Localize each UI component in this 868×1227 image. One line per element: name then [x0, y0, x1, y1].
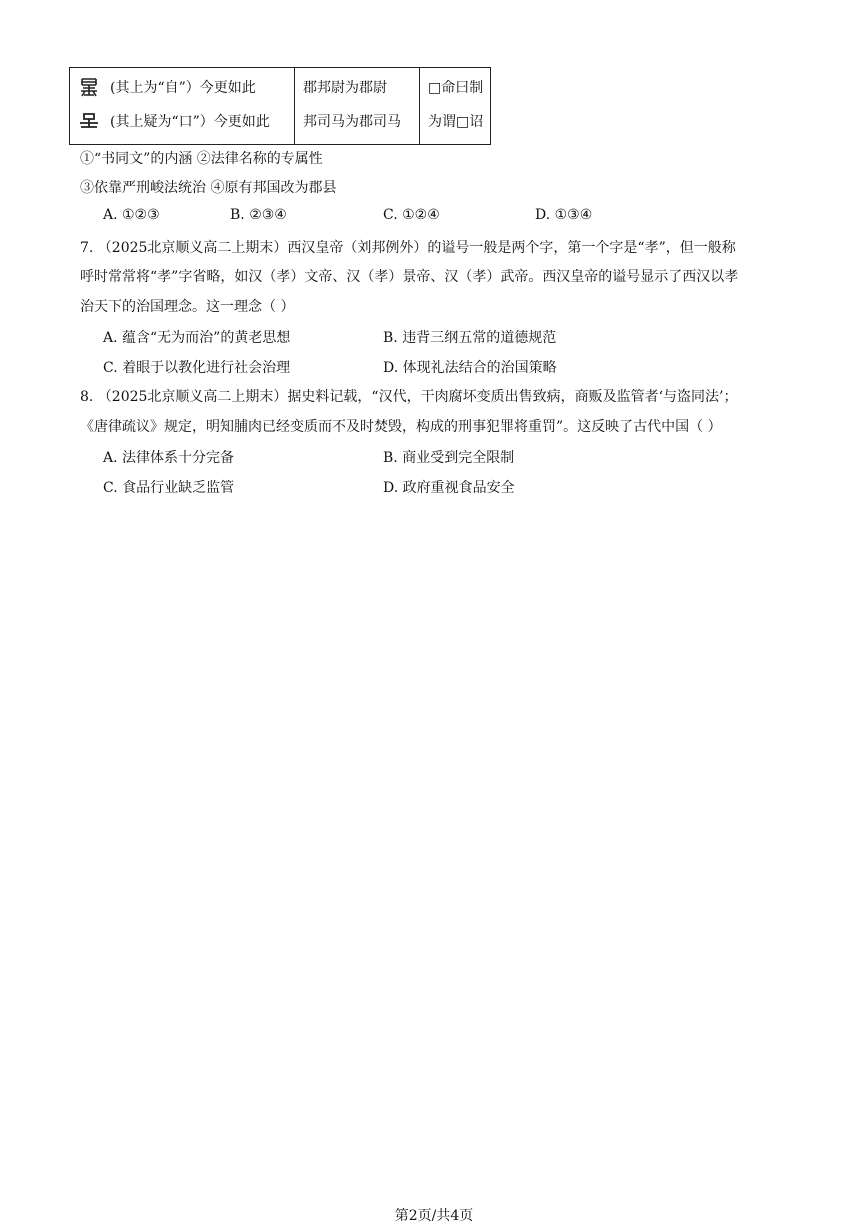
page-number: 第2页/共4页 [394, 1208, 474, 1224]
table-cell-old-new-glyphs [70, 68, 295, 145]
q6-statements-2: ③依靠严刑峻法统治 ④原有邦国改为郡县 [80, 180, 337, 196]
q6-statements-1: ①“书同文”的内涵 ②法律名称的专属性 [80, 151, 323, 167]
q7-stem-line-2: 呼时常常将“孝”字省略，如汉（孝）文帝、汉（孝）景帝、汉（孝）武帝。西汉皇帝的谥号显示了西汉以孝 [80, 269, 739, 285]
q6-option-a[interactable]: A. ①②③ [103, 207, 160, 223]
q8-stem-line-1: 8. （2025北京顺义高二上期末）据史料记载，“汉代，干肉腐坏变质出售致病，商贩及监管者‘与盗同法’； [80, 389, 738, 405]
q8-option-d[interactable]: D. 政府重视食品安全 [383, 480, 515, 496]
q7-option-a[interactable]: A. 蕴含“无为而治”的黄老思想 [103, 330, 291, 346]
q8-option-c[interactable]: C. 食品行业缺乏监管 [103, 480, 235, 496]
table-row-1 [70, 72, 294, 102]
table-text: □命曰制 [428, 80, 484, 96]
table-row-2 [70, 106, 294, 136]
glyph-note-2: (其上疑为“口”）今更如此 [110, 114, 270, 130]
q6-option-d[interactable]: D. ①③④ [535, 207, 593, 223]
seal-glyph-icon [78, 76, 100, 98]
q7-option-d[interactable]: D. 体现礼法结合的治国策略 [383, 360, 557, 376]
q7-stem-line-3: 治天下的治国理念。这一理念（ ） [80, 299, 295, 315]
table-cell-edicts [420, 68, 491, 145]
table-text: 郡邦尉为郡尉 [303, 80, 387, 96]
table-text: 邦司马为郡司马 [303, 114, 401, 130]
table-text: 为谓□诏 [428, 114, 484, 130]
q8-option-b[interactable]: B. 商业受到完全限制 [383, 450, 515, 466]
q6-option-b[interactable]: B. ②③④ [230, 207, 287, 223]
q7-option-b[interactable]: B. 违背三纲五常的道德规范 [383, 330, 557, 346]
q7-option-c[interactable]: C. 着眼于以教化进行社会治理 [103, 360, 291, 376]
q6-option-c[interactable]: C. ①②④ [383, 207, 440, 223]
glyph-note-1: (其上为“自”）今更如此 [110, 80, 256, 96]
seal-glyph-icon [78, 110, 100, 132]
table-cell-official-titles [295, 68, 420, 145]
q8-option-a[interactable]: A. 法律体系十分完备 [103, 450, 235, 466]
q7-stem-line-1: 7. （2025北京顺义高二上期末）西汉皇帝（刘邦例外）的谥号一般是两个字，第一个字是“孝”，但一般称 [80, 240, 736, 256]
q8-stem-line-2: 《唐律疏议》规定，明知脯肉已经变质而不及时焚毁，构成的刑事犯罪将重罚”。这反映了古代中国（ ） [80, 419, 722, 435]
comparison-table [69, 67, 491, 145]
